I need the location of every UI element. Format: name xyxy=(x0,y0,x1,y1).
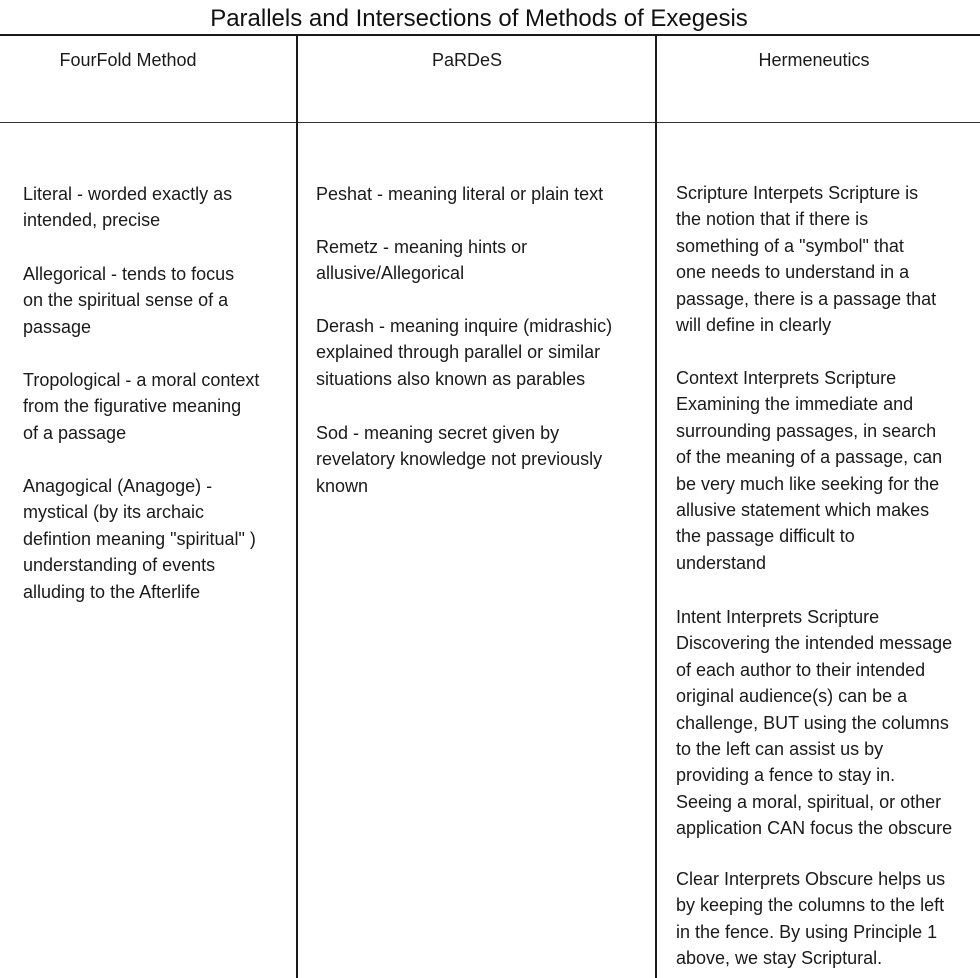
pardes-remetz: Remetz - meaning hints or allusive/Allegorical xyxy=(316,237,528,284)
hermeneutics-clear: Clear Interprets Obscure helps us by keeping the columns to the left in the fence. By using Principle 1 above, we stay Scriptural. xyxy=(676,869,946,969)
column-header-fourfold: FourFold Method xyxy=(59,50,197,70)
fourfold-tropological: Tropological - a moral context from the figurative meaning of a passage xyxy=(23,370,260,443)
table-top-border xyxy=(0,34,980,36)
fourfold-anagogical: Anagogical (Anagoge) - mystical (by its archaic defintion meaning "spiritual" ) understanding of events alluding to the Afterlife xyxy=(23,476,256,602)
fourfold-allegorical: Allegorical - tends to focus on the spiritual sense of a passage xyxy=(23,264,235,337)
pardes-peshat: Peshat - meaning literal or plain text xyxy=(316,184,604,204)
header-divider xyxy=(0,122,980,123)
column-divider-1 xyxy=(296,35,298,978)
column-divider-2 xyxy=(655,35,657,978)
hermeneutics-context: Context Interprets Scripture Examining the immediate and surrounding passages, in search of the meaning of a passage, can be very much like seeking for the allusive statement which makes the passage difficult to understand xyxy=(676,368,943,573)
pardes-sod: Sod - meaning secret given by revelatory knowledge not previously known xyxy=(316,423,603,496)
hermeneutics-scripture: Scripture Interpets Scripture is the notion that if there is something of a "symbol" that one needs to understand in a passage, there is a passage that will define in clearly xyxy=(676,183,937,336)
page-title: Parallels and Intersections of Methods of Exegesis xyxy=(210,5,748,32)
pardes-derash: Derash - meaning inquire (midrashic) explained through parallel or similar situations also known as parables xyxy=(316,316,613,389)
column-header-pardes: PaRDeS xyxy=(431,50,503,70)
column-header-hermeneutics: Hermeneutics xyxy=(758,50,870,70)
fourfold-literal: Literal - worded exactly as intended, precise xyxy=(23,184,233,231)
hermeneutics-intent: Intent Interprets Scripture Discovering the intended message of each author to their intended original audience(s) can be a challenge, BUT using the columns to the left can assist us by providing a fence to stay in. Seeing a moral, spiritual, or other application CAN focus the obscure xyxy=(676,607,953,839)
